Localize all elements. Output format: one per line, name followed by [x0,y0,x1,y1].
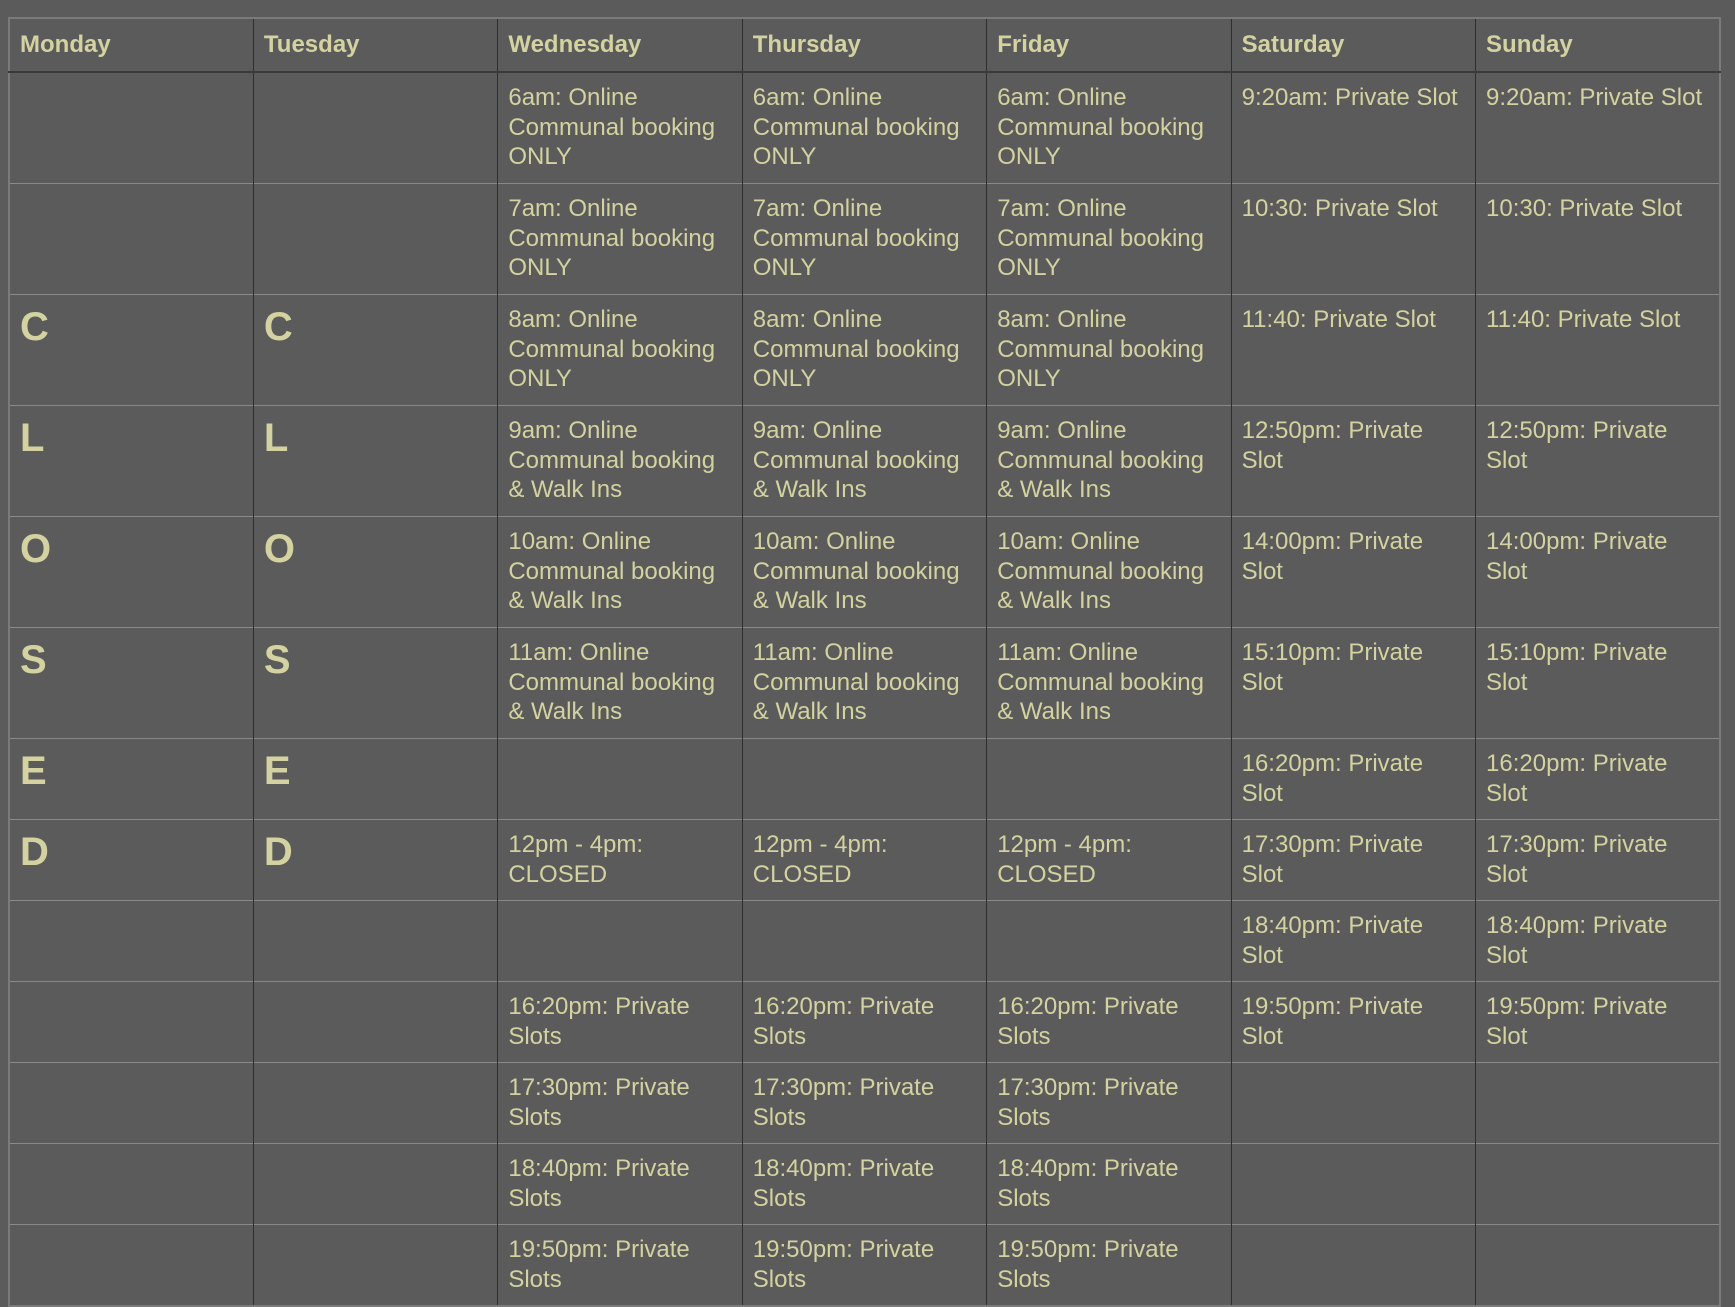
table-cell: 6am: Online Communal booking ONLY [742,72,986,184]
table-cell [1476,1225,1720,1307]
table-cell: 17:30pm: Private Slots [498,1063,742,1144]
table-cell: 12:50pm: Private Slot [1231,406,1475,517]
header-thursday: Thursday [742,18,986,72]
table-cell [253,184,497,295]
table-cell [498,901,742,982]
table-cell: 18:40pm: Private Slot [1231,901,1475,982]
table-cell: 6am: Online Communal booking ONLY [498,72,742,184]
table-cell [9,184,253,295]
table-cell [987,901,1231,982]
table-cell: 8am: Online Communal booking ONLY [987,295,1231,406]
table-cell [9,72,253,184]
table-cell [1476,1063,1720,1144]
table-cell: 19:50pm: Private Slots [987,1225,1231,1307]
table-cell: 10am: Online Communal booking & Walk Ins [742,517,986,628]
table-row [9,295,1720,406]
table-cell: 19:50pm: Private Slot [1231,982,1475,1063]
table-cell: 16:20pm: Private Slots [742,982,986,1063]
header-tuesday: Tuesday [253,18,497,72]
table-cell [1476,1144,1720,1225]
table-cell: 12pm - 4pm: CLOSED [498,820,742,901]
table-cell [9,1063,253,1144]
table-row [9,184,1720,295]
table-row [9,1063,1720,1144]
table-row [9,901,1720,982]
table-cell [253,1063,497,1144]
table-row [9,739,1720,820]
table-cell: 9am: Online Communal booking & Walk Ins [987,406,1231,517]
table-cell: 19:50pm: Private Slots [498,1225,742,1307]
table-cell: 19:50pm: Private Slot [1476,982,1720,1063]
table-cell: 16:20pm: Private Slots [987,982,1231,1063]
table-cell: 17:30pm: Private Slots [742,1063,986,1144]
table-cell: 16:20pm: Private Slot [1231,739,1475,820]
table-cell: 17:30pm: Private Slots [987,1063,1231,1144]
table-row [9,517,1720,628]
table-cell [742,901,986,982]
closed-letter: L [9,406,253,517]
closed-letter: C [9,295,253,406]
table-cell: 12pm - 4pm: CLOSED [987,820,1231,901]
table-cell [9,1144,253,1225]
table-cell: 9:20am: Private Slot [1476,72,1720,184]
header-friday: Friday [987,18,1231,72]
header-row [9,18,1720,72]
table-cell: 11am: Online Communal booking & Walk Ins [742,628,986,739]
table-cell: 18:40pm: Private Slots [742,1144,986,1225]
table-cell: 9:20am: Private Slot [1231,72,1475,184]
table-cell: 15:10pm: Private Slot [1231,628,1475,739]
table-row [9,628,1720,739]
table-row [9,1225,1720,1307]
header-monday: Monday [9,18,253,72]
closed-letter: O [253,517,497,628]
table-cell [9,1225,253,1307]
closed-letter: S [253,628,497,739]
closed-letter: C [253,295,497,406]
table-cell: 10am: Online Communal booking & Walk Ins [987,517,1231,628]
table-cell: 11am: Online Communal booking & Walk Ins [498,628,742,739]
table-cell [1231,1144,1475,1225]
table-cell: 11am: Online Communal booking & Walk Ins [987,628,1231,739]
table-cell [987,739,1231,820]
table-cell: 17:30pm: Private Slot [1231,820,1475,901]
closed-letter: E [253,739,497,820]
table-cell [253,72,497,184]
closed-letter: E [9,739,253,820]
table-cell: 18:40pm: Private Slot [1476,901,1720,982]
table-cell: 17:30pm: Private Slot [1476,820,1720,901]
table-cell: 15:10pm: Private Slot [1476,628,1720,739]
table-cell: 9am: Online Communal booking & Walk Ins [742,406,986,517]
table-cell: 10am: Online Communal booking & Walk Ins [498,517,742,628]
table-cell: 12:50pm: Private Slot [1476,406,1720,517]
closed-letter: S [9,628,253,739]
table-cell: 10:30: Private Slot [1476,184,1720,295]
header-sunday: Sunday [1476,18,1720,72]
table-cell: 7am: Online Communal booking ONLY [498,184,742,295]
table-cell: 18:40pm: Private Slots [498,1144,742,1225]
table-row [9,72,1720,184]
table-cell: 9am: Online Communal booking & Walk Ins [498,406,742,517]
table-cell: 8am: Online Communal booking ONLY [742,295,986,406]
table-row [9,820,1720,901]
closed-letter: O [9,517,253,628]
table-cell: 14:00pm: Private Slot [1231,517,1475,628]
table-cell: 7am: Online Communal booking ONLY [742,184,986,295]
table-cell: 16:20pm: Private Slots [498,982,742,1063]
table-cell [253,1144,497,1225]
table-cell: 18:40pm: Private Slots [987,1144,1231,1225]
table-cell [253,982,497,1063]
closed-letter: D [253,820,497,901]
header-saturday: Saturday [1231,18,1475,72]
table-row [9,982,1720,1063]
closed-letter: L [253,406,497,517]
table-cell: 19:50pm: Private Slots [742,1225,986,1307]
table-cell: 16:20pm: Private Slot [1476,739,1720,820]
table-cell: 12pm - 4pm: CLOSED [742,820,986,901]
closed-letter: D [9,820,253,901]
schedule-table [8,17,1721,1307]
table-cell [253,1225,497,1307]
table-cell [498,739,742,820]
table-cell: 14:00pm: Private Slot [1476,517,1720,628]
table-cell [742,739,986,820]
table-row [9,1144,1720,1225]
table-row [9,406,1720,517]
table-cell [1231,1063,1475,1144]
table-cell [1231,1225,1475,1307]
table-cell: 11:40: Private Slot [1476,295,1720,406]
table-cell [9,982,253,1063]
table-cell: 11:40: Private Slot [1231,295,1475,406]
table-cell: 10:30: Private Slot [1231,184,1475,295]
table-cell [9,901,253,982]
table-cell [253,901,497,982]
table-cell: 7am: Online Communal booking ONLY [987,184,1231,295]
table-cell: 6am: Online Communal booking ONLY [987,72,1231,184]
header-wednesday: Wednesday [498,18,742,72]
table-cell: 8am: Online Communal booking ONLY [498,295,742,406]
